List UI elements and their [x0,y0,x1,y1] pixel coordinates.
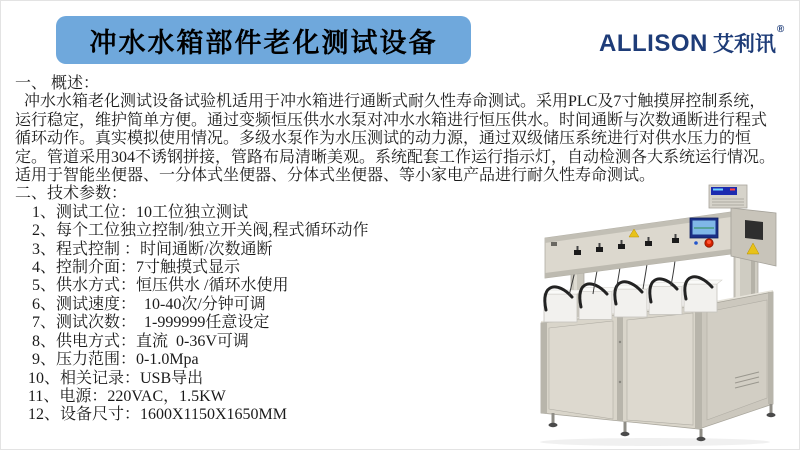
tank [579,288,617,320]
registered-trademark-icon: ® [776,24,785,35]
emergency-stop-button [705,239,713,247]
spec-item: 2、每个工位独立控制/独立开关阀,程式循环动作 [28,222,369,240]
brand-logo [599,24,785,57]
spec-item: 3、程式控制 ：时间通断/次数通断 [28,240,273,258]
brand-name-en: ALLISON [599,30,708,57]
beam-end-panel [731,208,776,266]
spec-item: 12、设备尺寸：1600X1150X1650MM [28,406,287,424]
tank [614,285,652,317]
overview-heading: 一、 概述： [15,75,100,92]
page-title: 冲水水箱部件老化测试设备 [89,27,438,58]
brand-name-cn: 艾利讯 [712,33,776,56]
touchscreen [690,218,718,238]
tank [544,290,582,322]
spec-item: 9、压力范围：0-1.0Mpa [28,351,199,369]
floor-shadow [540,438,770,446]
spec-item: 10、相关记录：USB导出 [28,369,204,387]
spec-item: 4、控制介面：7寸触摸式显示 [28,259,241,277]
spec-item: 5、供水方式：恒压供水 /循环水使用 [28,277,289,295]
spec-item: 11、电源：220VAC，1.5KW [28,387,226,405]
top-controller [709,185,747,208]
machine-photo [483,182,795,450]
overview-paragraph: 冲水水箱老化测试设备试验机适用于冲水箱进行通断式耐久性寿命测试。采用PLC及7寸触摸屏控制系统，运行稳定，维护简单方便。通过变频恒压供水水泵对冲水水箱进行恒压供水。时间通断与次数通断进行程式循环动作。真实模拟使用情况。多级水泵作为水压测试的动力源，通过双级储压系统进行对供水压力的恒定。管道采用304不诱钢拼接，管路布局清晰美观。系统配套工作运行指示灯，自动检测各大系统运行情况。 [15,93,776,166]
spec-item: 6、测试速度： 10-40次/分钟可调 [28,295,266,313]
applications-line: 适用于智能坐便器、一分体式坐便器、分体式坐便器、等小家电产品进行耐久性寿命测试。 [15,167,656,185]
gantry-beam [545,212,731,278]
title-banner [56,16,471,64]
tank [649,283,687,315]
specs-heading: 二、技术参数： [15,185,128,203]
indicator-button [694,241,698,245]
spec-item: 8、供电方式：直流 0-36V可调 [28,332,249,350]
tank [684,280,722,312]
spec-item: 1、测试工位：10工位独立测试 [28,203,249,221]
spec-item: 7、测试次数： 1-999999任意设定 [28,314,270,332]
